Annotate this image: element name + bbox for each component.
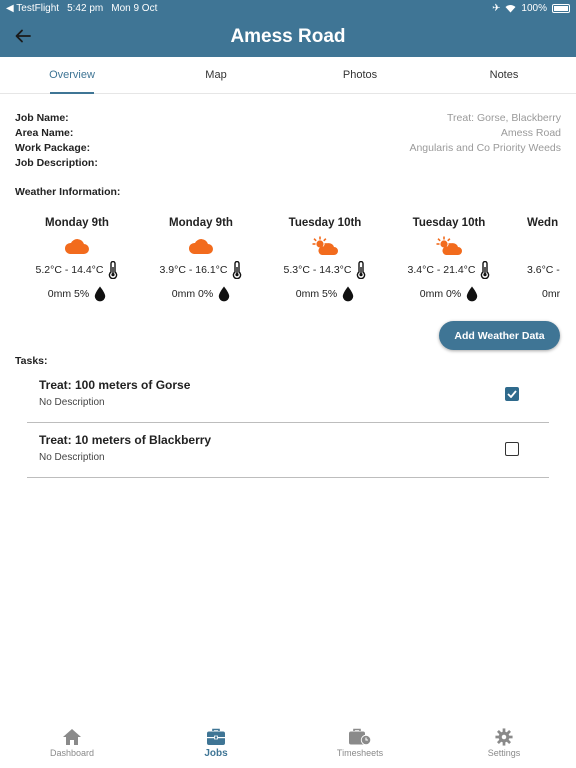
task-name: Treat: 100 meters of Gorse bbox=[39, 378, 191, 392]
job-name-label: Job Name: bbox=[15, 111, 69, 124]
weather-temp: 3.6°C - bbox=[527, 264, 560, 276]
task-checkbox[interactable] bbox=[505, 387, 519, 401]
nav-jobs[interactable] bbox=[144, 722, 288, 768]
cloud-icon bbox=[15, 234, 139, 258]
weather-day: Wedn bbox=[527, 217, 559, 229]
thermometer-icon bbox=[480, 261, 490, 279]
page-title: Amess Road bbox=[230, 25, 346, 47]
nav-timesheets[interactable] bbox=[288, 722, 432, 768]
sun-cloud-icon bbox=[263, 234, 387, 258]
weather-strip[interactable] bbox=[15, 214, 576, 304]
battery-icon bbox=[552, 4, 570, 13]
task-name: Treat: 10 meters of Blackberry bbox=[39, 433, 212, 447]
bottom-nav bbox=[0, 722, 576, 768]
nav-dashboard[interactable] bbox=[0, 722, 144, 768]
weather-card-partial bbox=[511, 214, 576, 304]
tab-overview[interactable]: Overview bbox=[0, 57, 144, 93]
sun-cloud-icon bbox=[387, 234, 511, 258]
tab-photos[interactable]: Photos bbox=[342, 69, 378, 81]
weather-icon-placeholder bbox=[527, 234, 576, 258]
task-row[interactable] bbox=[27, 368, 549, 423]
status-bar bbox=[0, 0, 576, 16]
task-row[interactable] bbox=[27, 423, 549, 478]
job-name-value: Treat: Gorse, Blackberry bbox=[447, 111, 561, 124]
weather-rain: 0mm 5% bbox=[295, 288, 338, 300]
tab-notes[interactable]: Notes bbox=[489, 69, 519, 81]
weather-day: Monday 9th bbox=[45, 217, 109, 229]
cloud-icon bbox=[139, 234, 263, 258]
thermometer-icon bbox=[108, 261, 118, 279]
weather-card bbox=[263, 214, 387, 304]
weather-rain-row bbox=[387, 282, 511, 304]
weather-temp-row bbox=[139, 258, 263, 282]
thermometer-icon bbox=[356, 261, 366, 279]
back-button[interactable] bbox=[12, 25, 34, 47]
job-name-row bbox=[15, 110, 561, 125]
tab-map[interactable]: Map bbox=[205, 69, 227, 81]
status-date: Mon 9 Oct bbox=[111, 2, 158, 14]
area-name-label: Area Name: bbox=[15, 126, 74, 139]
tasks-heading: Tasks: bbox=[15, 355, 48, 367]
area-name-row bbox=[15, 125, 561, 140]
nav-label: Dashboard bbox=[49, 748, 95, 758]
weather-temp-row bbox=[263, 258, 387, 282]
airplane-icon: ✈ bbox=[492, 2, 501, 14]
weather-temp: 5.3°C - 14.3°C bbox=[283, 264, 352, 276]
job-description-row bbox=[15, 155, 561, 170]
weather-rain: 0mm 0% bbox=[419, 288, 462, 300]
task-description: No Description bbox=[39, 452, 105, 463]
weather-temp-row bbox=[387, 258, 511, 282]
back-arrow-icon bbox=[15, 28, 31, 44]
thermometer-icon bbox=[232, 261, 242, 279]
weather-rain-row bbox=[527, 282, 576, 304]
weather-rain-row bbox=[263, 282, 387, 304]
weather-rain: 0mm 5% bbox=[47, 288, 90, 300]
gear-icon bbox=[494, 728, 514, 746]
work-package-row bbox=[15, 140, 561, 155]
header-bar bbox=[0, 16, 576, 57]
job-description-label: Job Description: bbox=[15, 156, 98, 169]
weather-day: Tuesday 10th bbox=[412, 217, 486, 229]
task-description: No Description bbox=[39, 397, 105, 408]
work-package-value: Angularis and Co Priority Weeds bbox=[409, 141, 561, 154]
water-drop-icon bbox=[342, 286, 354, 302]
weather-rain-row bbox=[139, 282, 263, 304]
task-checkbox[interactable] bbox=[505, 442, 519, 456]
weather-rain: 0mr bbox=[542, 288, 561, 300]
status-app[interactable]: ◀ TestFlight bbox=[6, 2, 60, 14]
weather-rain-row bbox=[15, 282, 139, 304]
water-drop-icon bbox=[466, 286, 478, 302]
weather-temp: 3.4°C - 21.4°C bbox=[407, 264, 476, 276]
nav-label: Timesheets bbox=[336, 748, 384, 758]
briefcase-clock-icon bbox=[348, 728, 372, 746]
water-drop-icon bbox=[218, 286, 230, 302]
weather-temp-row bbox=[15, 258, 139, 282]
water-drop-icon bbox=[94, 286, 106, 302]
tab-bar bbox=[0, 57, 576, 94]
area-name-value: Amess Road bbox=[500, 126, 561, 139]
weather-rain: 0mm 0% bbox=[171, 288, 214, 300]
nav-label: Settings bbox=[487, 748, 521, 758]
weather-card bbox=[387, 214, 511, 304]
weather-day: Monday 9th bbox=[169, 217, 233, 229]
work-package-label: Work Package: bbox=[15, 141, 91, 154]
checkmark-icon bbox=[507, 390, 517, 398]
job-info bbox=[15, 110, 561, 170]
home-icon bbox=[62, 728, 82, 746]
weather-day: Tuesday 10th bbox=[288, 217, 362, 229]
briefcase-icon bbox=[206, 728, 226, 746]
nav-label: Jobs bbox=[204, 748, 228, 759]
weather-card bbox=[139, 214, 263, 304]
wifi-icon bbox=[505, 4, 516, 13]
weather-card bbox=[15, 214, 139, 304]
weather-temp: 3.9°C - 16.1°C bbox=[159, 264, 228, 276]
status-time: 5:42 pm bbox=[67, 2, 104, 14]
battery-percent: 100% bbox=[521, 2, 547, 14]
add-weather-data-button[interactable]: Add Weather Data bbox=[439, 321, 560, 350]
weather-heading: Weather Information: bbox=[15, 186, 121, 198]
weather-temp-row bbox=[527, 258, 576, 282]
weather-temp: 5.2°C - 14.4°C bbox=[35, 264, 104, 276]
nav-settings[interactable] bbox=[432, 722, 576, 768]
